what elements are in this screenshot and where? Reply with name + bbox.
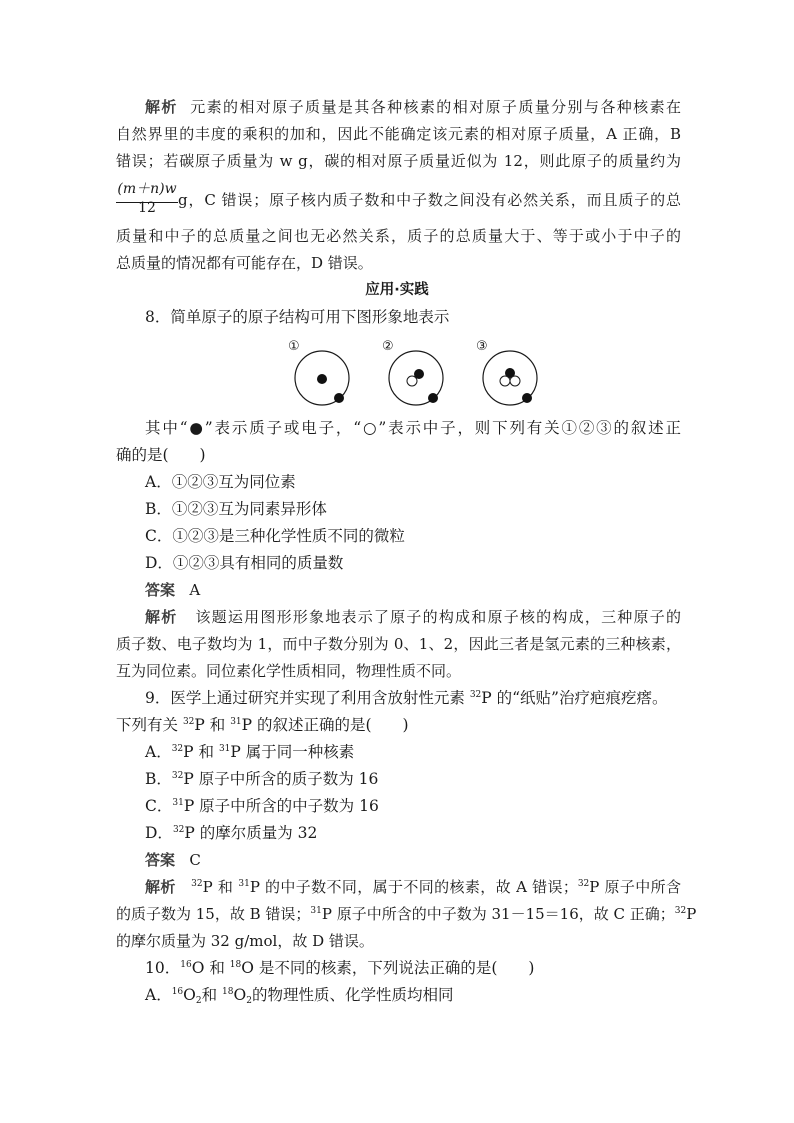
answer-line	[145, 848, 710, 872]
answer-value: C	[189, 851, 201, 869]
solution-line: 的摩尔质量为 32 g/mol，故 D 错误。	[116, 932, 374, 950]
neutron-circle	[510, 376, 520, 386]
option-b	[145, 767, 710, 791]
solution-line	[145, 95, 681, 119]
option-text: P 原子中所含的中子数为 16	[183, 797, 379, 815]
figure-label: ③	[476, 339, 488, 354]
solution-line: 互为同位素。同位素化学性质相同，物理性质不同。	[116, 662, 462, 680]
stem-text: O 是不同的核素，下列说法正确的是( )	[241, 959, 535, 977]
solution-line: g，C 错误；原子核内质子数和中子数之间没有必然关系，而且质子的总	[178, 191, 681, 209]
solution-label: 解析	[145, 98, 178, 116]
mass-number: 16	[180, 960, 192, 970]
figure-label: ①	[288, 339, 300, 354]
solution-line: 自然界里的丰度的乘积的加和，因此不能确定该元素的相对原子质量，A 正确，B	[116, 125, 681, 143]
fraction-denominator: 12	[138, 200, 156, 216]
solution-text: P 的中子数不同，属于不同的核素，故 A 错误；	[249, 878, 578, 896]
stem-text: 下列有关	[116, 716, 183, 734]
option-d: D．①②③具有相同的质量数	[145, 554, 344, 572]
option-a: A．①②③互为同位素	[145, 473, 296, 491]
mass-number: 31	[218, 744, 231, 754]
mass-number: 31	[230, 717, 242, 727]
solution-line	[116, 902, 697, 926]
solution-text: 元素的相对原子质量是其各种核素的相对原子质量分别与各种核素在	[190, 98, 681, 116]
option-d	[145, 821, 710, 845]
solution-line	[145, 605, 681, 629]
question-stem: 8．简单原子的原子结构可用下图形象地表示	[145, 308, 450, 326]
stem-text: O 和	[191, 959, 230, 977]
electron-dot	[334, 393, 344, 403]
option-a	[145, 983, 710, 1007]
solution-label: 解析	[145, 878, 176, 896]
stem-text: P 和	[194, 716, 231, 734]
mass-number: 32	[577, 879, 590, 889]
subscript: 2	[195, 996, 202, 1006]
option-c: C．①②③是三种化学性质不同的微粒	[145, 527, 405, 545]
mass-number: 18	[222, 987, 234, 997]
answer-line	[145, 578, 710, 602]
subscript: 2	[246, 996, 252, 1006]
stem-text: P 的“纸贴”治疗疤痕疙瘩。	[481, 689, 668, 707]
option-letter: D．	[145, 824, 173, 842]
electron-dot	[428, 393, 438, 403]
mass-number: 16	[171, 987, 184, 997]
option-letter: C．	[145, 797, 173, 815]
question-stem: 其中“●”表示质子或电子，“○”表示中子，则下列有关①②③的叙述正	[145, 419, 681, 437]
option-letter: A．	[145, 743, 172, 761]
neutron-circle	[407, 376, 417, 386]
atom-structure-figure	[286, 336, 544, 408]
option-text: 的物理性质、化学性质均相同	[251, 986, 454, 1004]
mass-number: 32	[172, 825, 185, 835]
solution-text: 的质子数为 15，故 B 错误；	[116, 905, 311, 923]
solution-line: 质量和中子的总质量之间也无必然关系，质子的总质量大于、等于或小于中子的	[116, 227, 681, 245]
stem-text: P 的叙述正确的是( )	[241, 716, 409, 734]
option-text: P 原子中所含的质子数为 16	[183, 770, 379, 788]
option-text: P 的摩尔质量为 32	[184, 824, 318, 842]
answer-value: A	[189, 581, 201, 599]
mass-number: 31	[238, 879, 250, 889]
mass-number: 32	[182, 717, 195, 727]
question-number: 10．	[145, 959, 181, 977]
mass-number: 32	[171, 771, 184, 781]
question-stem	[116, 713, 681, 737]
proton-dot	[317, 374, 327, 384]
mass-number: 31	[310, 906, 322, 916]
option-text: O	[183, 986, 196, 1004]
mass-number: 32	[469, 690, 482, 700]
option-letter: B．	[145, 770, 172, 788]
option-letter: A．	[145, 986, 172, 1004]
question-stem	[145, 686, 710, 710]
solution-line: 错误；若碳原子质量为 w g，碳的相对原子质量近似为 12，则此原子的质量约为	[116, 152, 681, 170]
mass-number: 32	[674, 906, 687, 916]
neutron-circle	[500, 376, 510, 386]
solution-text: P 原子中所含	[589, 878, 681, 896]
mass-number: 31	[172, 798, 184, 808]
question-stem: 确的是( )	[116, 446, 206, 464]
option-a	[145, 740, 710, 764]
option-text: P 和	[183, 743, 219, 761]
question-stem	[145, 956, 710, 980]
solution-line	[145, 875, 681, 899]
option-b: B．①②③互为同素异形体	[145, 500, 327, 518]
option-text: P 属于同一种核素	[230, 743, 355, 761]
option-text: 和	[201, 986, 223, 1004]
electron-dot	[522, 393, 532, 403]
solution-text: P 和	[202, 878, 239, 896]
solution-text: P 原子中所含的中子数为 31－15＝16，故 C 正确；	[321, 905, 675, 923]
figure-label: ②	[382, 339, 394, 354]
solution-text: 该题运用图形形象地表示了原子的构成和原子核的构成，三种原子的	[195, 608, 681, 626]
solution-label: 解析	[145, 608, 178, 626]
mass-number: 32	[191, 879, 203, 889]
mass-number: 32	[171, 744, 184, 754]
solution-line: 总质量的情况都有可能存在，D 错误。	[116, 254, 373, 272]
solution-text: P	[686, 905, 697, 923]
mass-number: 18	[229, 960, 242, 970]
option-c	[145, 794, 710, 818]
answer-label: 答案	[145, 581, 176, 599]
stem-text: 医学上通过研究并实现了利用含放射性元素	[170, 689, 470, 707]
solution-line: 质子数、电子数均为 1，而中子数分别为 0、1、2，因此三者是氢元素的三种核素，	[116, 635, 681, 653]
fraction-numerator: (m＋n)w	[117, 181, 177, 197]
option-text: O	[233, 986, 247, 1004]
section-title: 应用·实践	[365, 282, 429, 298]
answer-label: 答案	[145, 851, 176, 869]
question-number: 9．	[145, 689, 171, 707]
